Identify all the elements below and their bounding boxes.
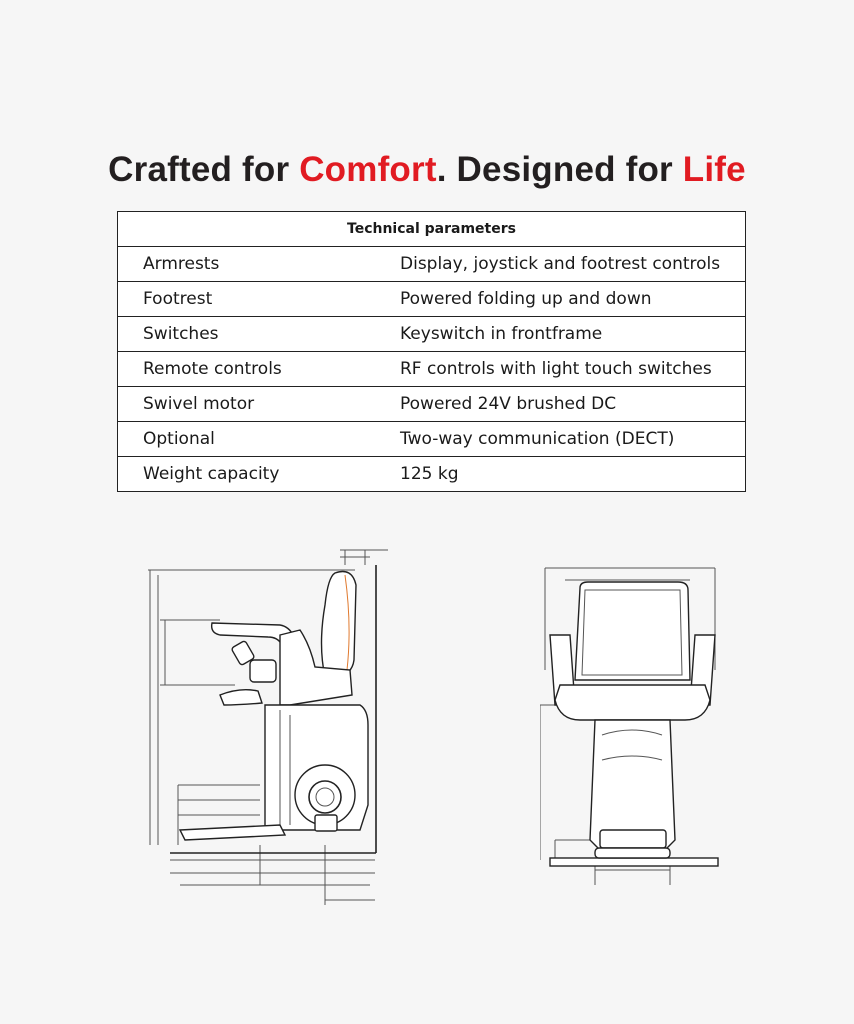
headline-accent-comfort: Comfort [299, 150, 437, 189]
seat-back [322, 572, 357, 678]
headline-accent-life: Life [682, 150, 746, 189]
headline-part-1: Crafted for [108, 150, 300, 189]
row-label: Swivel motor [118, 387, 376, 422]
row-label: Switches [118, 317, 376, 352]
row-value: Powered folding up and down [375, 282, 746, 317]
row-value: 125 kg [375, 457, 746, 492]
headline-part-3: . Designed for [436, 150, 683, 189]
table-header: Technical parameters [118, 212, 746, 247]
table-row [118, 317, 746, 352]
front-seat [555, 685, 710, 720]
front-seat-back [575, 582, 690, 680]
table-header-row [118, 212, 746, 247]
row-value: Keyswitch in frontframe [375, 317, 746, 352]
table-row [118, 282, 746, 317]
row-value: RF controls with light touch switches [375, 352, 746, 387]
row-label: Armrests [118, 247, 376, 282]
row-label: Footrest [118, 282, 376, 317]
stairlift-front-view-drawing [540, 560, 725, 890]
row-label: Weight capacity [118, 457, 376, 492]
row-value: Two-way communication (DECT) [375, 422, 746, 457]
table-row [118, 457, 746, 492]
table-row [118, 247, 746, 282]
stairlift-side-view-drawing [140, 545, 400, 910]
row-label: Optional [118, 422, 376, 457]
table-row [118, 352, 746, 387]
table-row [118, 422, 746, 457]
row-label: Remote controls [118, 352, 376, 387]
table-row [118, 387, 746, 422]
technical-parameters-table [117, 211, 746, 492]
footrest [180, 825, 285, 840]
row-value: Powered 24V brushed DC [375, 387, 746, 422]
row-value: Display, joystick and footrest controls [375, 247, 746, 282]
page-title [0, 150, 854, 190]
